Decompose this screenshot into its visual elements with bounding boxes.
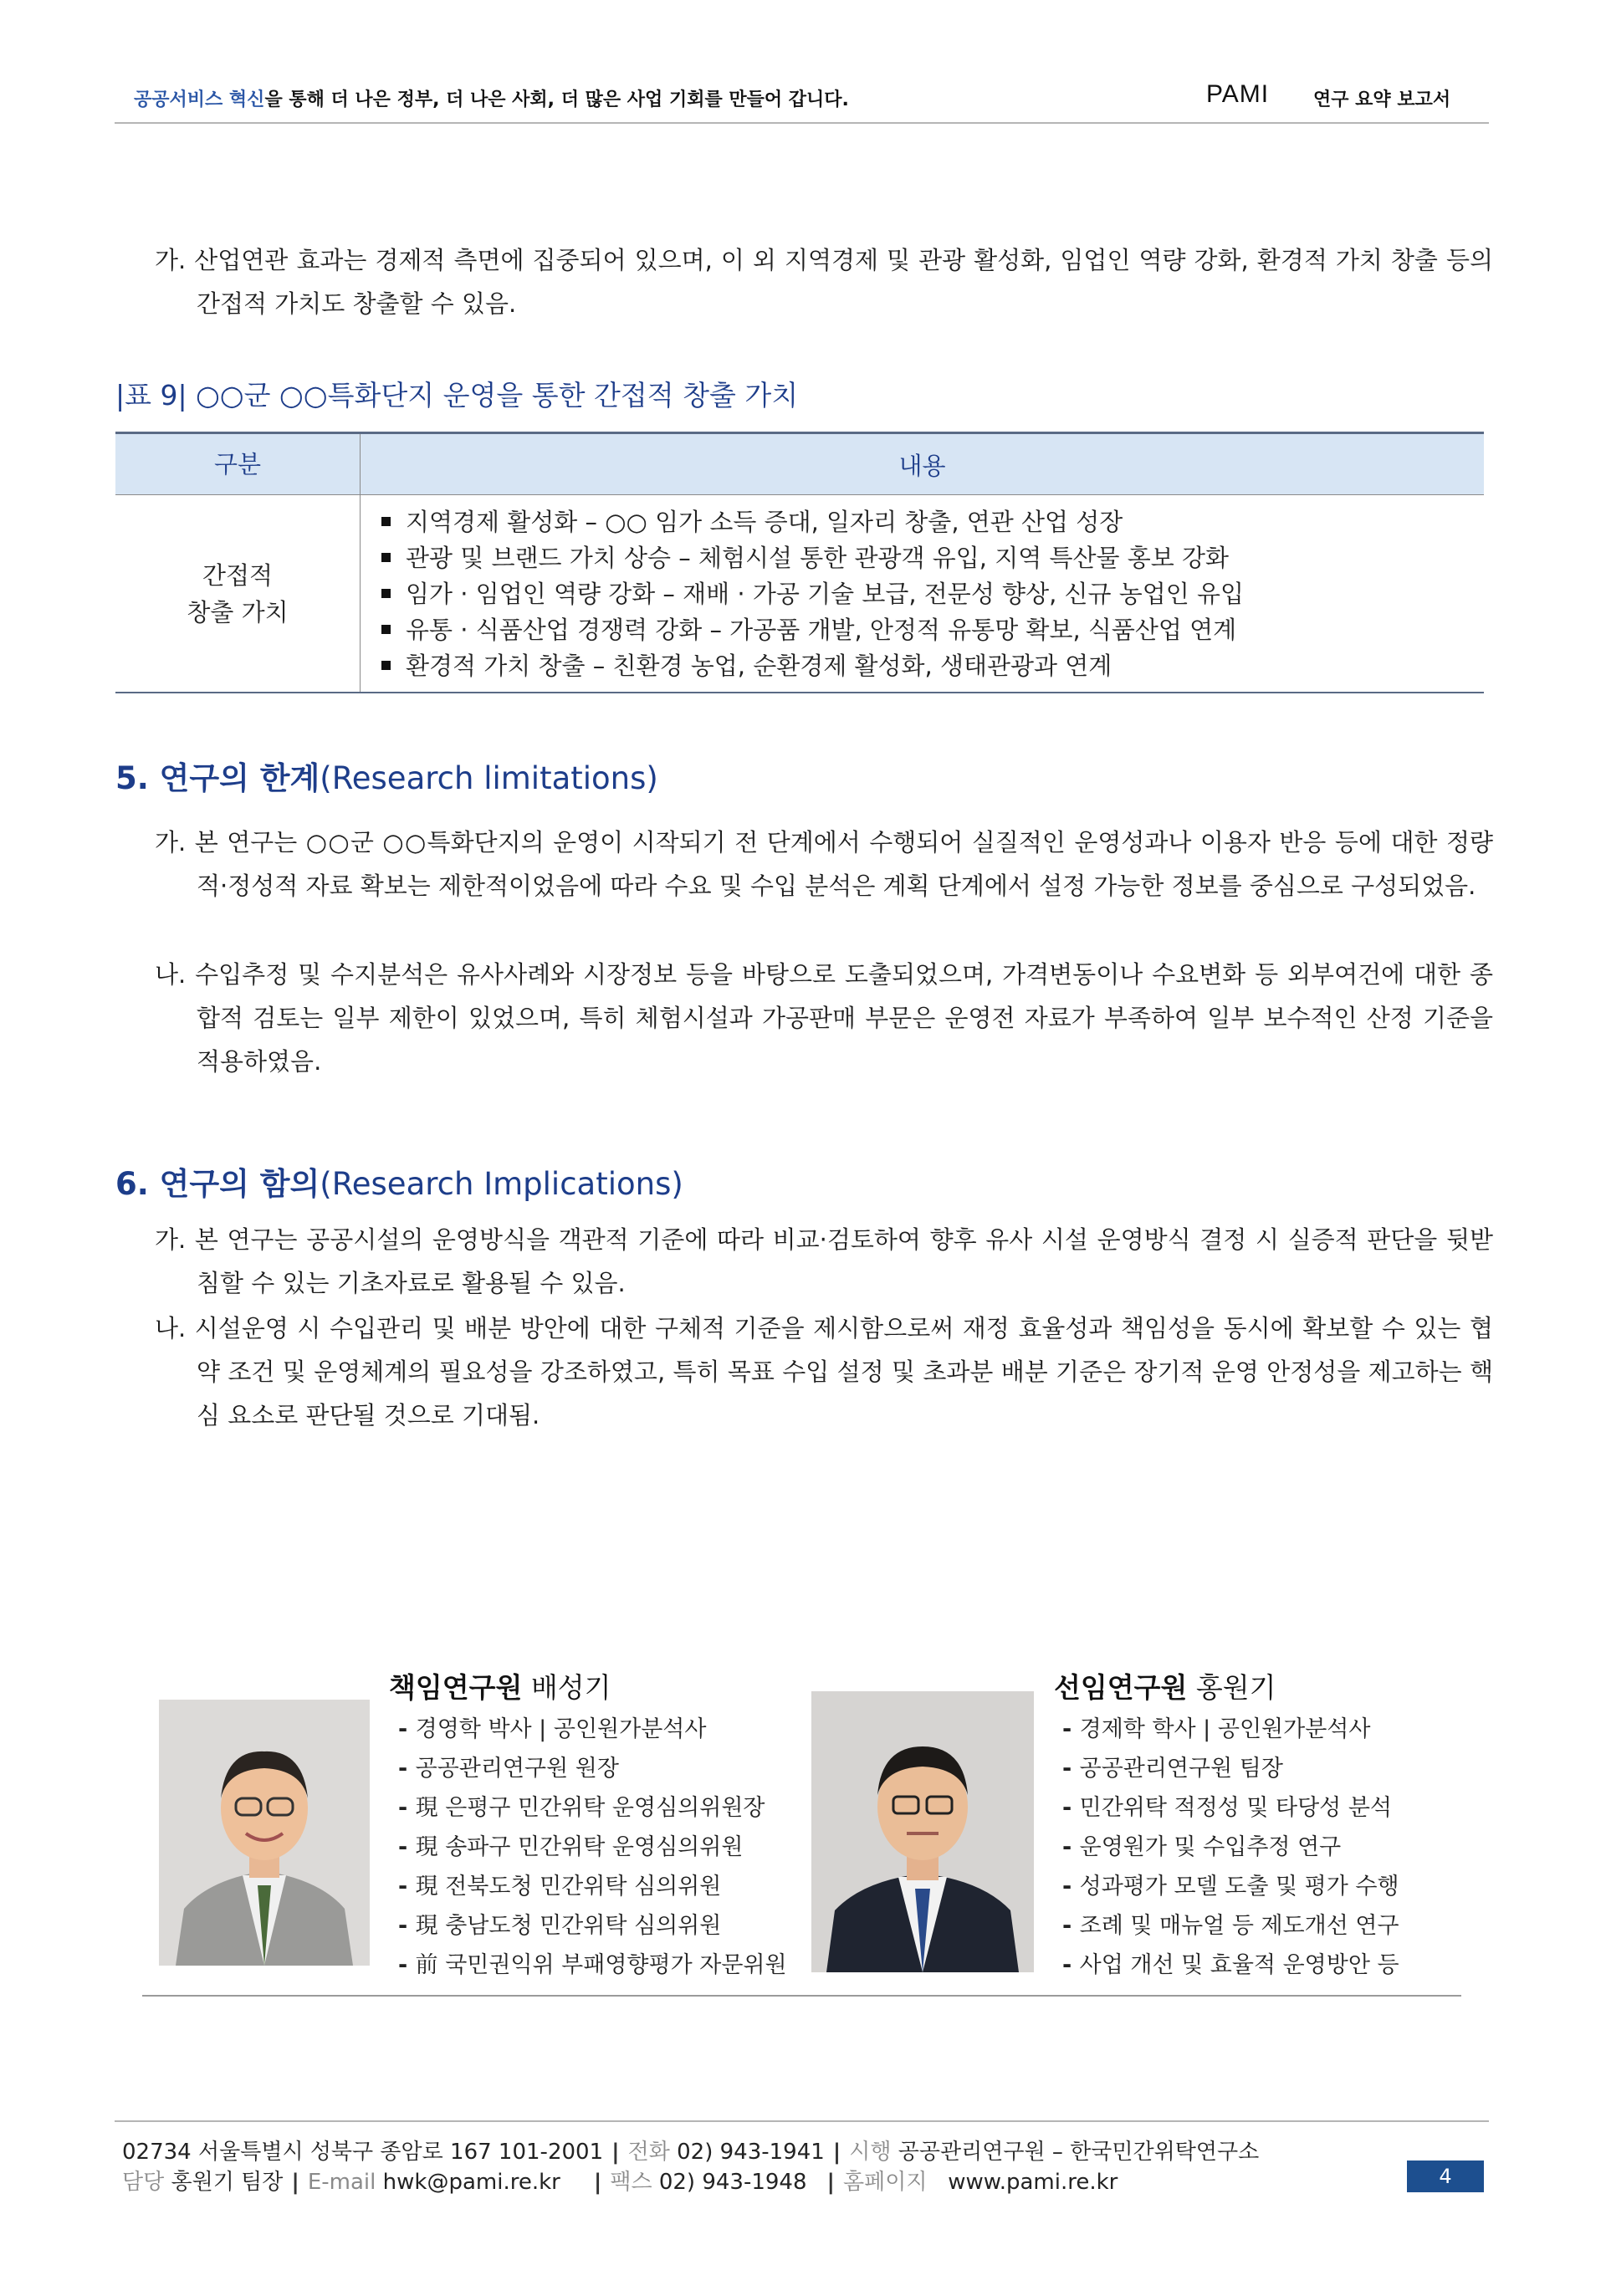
header-doc-type: 연구 요약 보고서 bbox=[1313, 89, 1451, 110]
credential-item: - 現 은평구 민간위탁 운영심의위원장 bbox=[398, 1788, 787, 1828]
researcher-portrait-2 bbox=[811, 1691, 1034, 1972]
section6-heading-kr: 6. 연구의 함의 bbox=[115, 1166, 320, 1202]
footer-address: 02734 서울특별시 성북구 종암로 167 101-2001 bbox=[122, 2140, 604, 2165]
section6-paragraph-2: 나. 시설운영 시 수입관리 및 배분 방안에 대한 구체적 기준을 제시함으로써 재정 효율성과 책임성을 동시에 확보할 수 있는 협약 조건 및 운영체계의 필요성을 강조하였고, 특히 목표 수입 설정 및 초과분 배분 기준은 장기적 운영 안정성을 제고하는 핵심 요소로 판단될 것으로 기대됨. bbox=[155, 1314, 1493, 1429]
header-divider bbox=[115, 122, 1489, 124]
footer-org: 공공관리연구원 – 한국민간위탁연구소 bbox=[898, 2140, 1260, 2165]
section5-heading-en: (Research limitations) bbox=[320, 760, 658, 796]
footer-fax-label: 팩스 bbox=[610, 2170, 652, 2195]
footer-line-2: 담당 홍원기 팀장 | E-mail hwk@pami.re.kr | 팩스 02) 943-1948 | 홈페이지 www.pami.re.kr bbox=[122, 2170, 1118, 2195]
footer-phone-label: 전화 bbox=[627, 2140, 670, 2165]
researcher-portrait-1 bbox=[159, 1700, 370, 1966]
table-bullet-item: 지역경제 활성화 – ○○ 임가 소득 증대, 일자리 창출, 연관 산업 성장 bbox=[381, 504, 1483, 540]
section5-paragraph-1: 가. 본 연구는 ○○군 ○○특화단지의 운영이 시작되기 전 단계에서 수행되어 실질적인 운영성과나 이용자 반응 등에 대한 정량적·정성적 자료 확보는 제한적이었음에 따라 수요 및 수입 분석은 계획 단계에서 설정 가능한 정보를 중심으로 구성되었음. bbox=[155, 828, 1493, 900]
footer-line-1: 02734 서울특별시 성북구 종암로 167 101-2001 | 전화 02) 943-1941 | 시행 공공관리연구원 – 한국민간위탁연구소 bbox=[122, 2140, 1260, 2165]
square-bullet-icon bbox=[381, 517, 391, 526]
credential-item: - 現 송파구 민간위탁 운영심의위원 bbox=[398, 1828, 787, 1867]
table-title: |표 9| ○○군 ○○특화단지 운영을 통한 간접적 창출 가치 bbox=[115, 379, 799, 412]
researcher-role-1: 책임연구원 bbox=[389, 1671, 523, 1704]
table-header-content: 내용 bbox=[361, 433, 1485, 495]
researcher-photo-1 bbox=[159, 1700, 370, 1966]
credential-item: - 경영학 박사 | 공인원가분석사 bbox=[398, 1710, 787, 1749]
table-bullet-item: 관광 및 브랜드 가치 상승 – 체험시설 통한 관광객 유입, 지역 특산물 홍보 강화 bbox=[381, 540, 1483, 576]
researcher-fullname-1: 배성기 bbox=[530, 1671, 611, 1704]
footer-contact-label: 담당 bbox=[122, 2170, 165, 2195]
researcher-name-2 bbox=[1054, 1666, 1276, 1705]
credential-item: - 現 충남도청 민간위탁 심의위원 bbox=[398, 1906, 787, 1946]
square-bullet-icon bbox=[381, 589, 391, 598]
square-bullet-icon bbox=[381, 553, 391, 562]
header-tagline-rest: 을 통해 더 나은 정부, 더 나은 사회, 더 많은 사업 기회를 만들어 갑니다. bbox=[264, 89, 849, 110]
credential-item: - 운영원가 및 수입추정 연구 bbox=[1062, 1828, 1399, 1867]
credential-item: - 경제학 학사 | 공인원가분석사 bbox=[1062, 1710, 1399, 1749]
table-row bbox=[115, 495, 1484, 693]
footer-email-label: E-mail bbox=[307, 2170, 376, 2195]
table-row-content bbox=[361, 495, 1485, 693]
footer-fax: 02) 943-1948 bbox=[658, 2170, 807, 2195]
footer-divider bbox=[115, 2120, 1489, 2122]
footer-email[interactable]: hwk@pami.re.kr bbox=[382, 2170, 560, 2195]
section6-heading-en: (Research Implications) bbox=[320, 1166, 683, 1202]
credential-item: - 조례 및 매뉴얼 등 제도개선 연구 bbox=[1062, 1906, 1399, 1946]
table-bullet-list bbox=[361, 496, 1483, 691]
section5-heading bbox=[115, 753, 658, 798]
intro-paragraph: 가. 산업연관 효과는 경제적 측면에 집중되어 있으며, 이 외 지역경제 및 관광 활성화, 임업인 역량 강화, 환경적 가치 창출 등의 간접적 가치도 창출할 수 있음. bbox=[155, 246, 1493, 318]
square-bullet-icon bbox=[381, 625, 391, 634]
section5-heading-kr: 5. 연구의 한계 bbox=[115, 760, 320, 796]
footer-phone: 02) 943-1941 bbox=[677, 2140, 825, 2165]
table-bullet-item: 임가 · 임업인 역량 강화 – 재배 · 가공 기술 보급, 전문성 향상, 신규 농업인 유입 bbox=[381, 576, 1483, 612]
researcher-credentials-2 bbox=[1062, 1710, 1399, 1985]
header-tagline bbox=[134, 85, 849, 111]
square-bullet-icon bbox=[381, 661, 391, 670]
table-header-category: 구분 bbox=[115, 433, 361, 495]
section6-heading bbox=[115, 1158, 683, 1204]
table-bullet-item: 유통 · 식품산업 경쟁력 강화 – 가공품 개발, 안정적 유통망 확보, 식품산업 연계 bbox=[381, 612, 1483, 648]
header-brand: PAMI bbox=[1206, 80, 1270, 108]
researcher-photo-2 bbox=[811, 1691, 1034, 1972]
researcher-role-2: 선임연구원 bbox=[1054, 1671, 1188, 1704]
credential-item: - 前 국민권익위 부패영향평가 자문위원 bbox=[398, 1946, 787, 1985]
researcher-credentials-1 bbox=[398, 1710, 787, 1985]
credential-item: - 민간위탁 적정성 및 타당성 분석 bbox=[1062, 1788, 1399, 1828]
page-number: 4 bbox=[1407, 2160, 1484, 2192]
credential-item: - 성과평가 모델 도출 및 평가 수행 bbox=[1062, 1867, 1399, 1906]
credential-item: - 공공관리연구원 팀장 bbox=[1062, 1749, 1399, 1788]
footer-homepage-link[interactable]: www.pami.re.kr bbox=[948, 2170, 1118, 2195]
value-table bbox=[115, 432, 1484, 693]
header-tagline-highlight: 공공서비스 혁신 bbox=[134, 89, 265, 110]
section5-paragraph-2: 나. 수입추정 및 수지분석은 유사사례와 시장정보 등을 바탕으로 도출되었으며, 가격변동이나 수요변화 등 외부여건에 대한 종합적 검토는 일부 제한이 있었으며, 특히 체험시설과 가공판매 부문은 운영전 자료가 부족하여 일부 보수적인 산정 기준을 적용하였음. bbox=[155, 960, 1493, 1076]
section6-paragraph-1: 가. 본 연구는 공공시설의 운영방식을 객관적 기준에 따라 비교·검토하여 향후 유사 시설 운영방식 결정 시 실증적 판단을 뒷받침할 수 있는 기초자료로 활용될 수 있음. bbox=[155, 1225, 1493, 1297]
researcher-name-1 bbox=[389, 1666, 611, 1705]
footer-contact: 홍원기 팀장 bbox=[171, 2170, 284, 2195]
credential-item: - 사업 개선 및 효율적 운영방안 등 bbox=[1062, 1946, 1399, 1985]
table-row-label bbox=[115, 495, 361, 693]
footer-org-label: 시행 bbox=[849, 2140, 892, 2165]
researcher-divider bbox=[142, 1995, 1461, 1997]
table-bullet-item: 환경적 가치 창출 – 친환경 농업, 순환경제 활성화, 생태관광과 연계 bbox=[381, 648, 1483, 684]
table-header-row bbox=[115, 433, 1484, 495]
table-row-label-line1: 간접적 bbox=[202, 560, 274, 590]
footer-home-label: 홈페이지 bbox=[843, 2170, 928, 2195]
researcher-fullname-2: 홍원기 bbox=[1195, 1671, 1276, 1704]
table-row-label-line2: 창출 가치 bbox=[187, 597, 289, 626]
credential-item: - 現 전북도청 민간위탁 심의위원 bbox=[398, 1867, 787, 1906]
credential-item: - 공공관리연구원 원장 bbox=[398, 1749, 787, 1788]
